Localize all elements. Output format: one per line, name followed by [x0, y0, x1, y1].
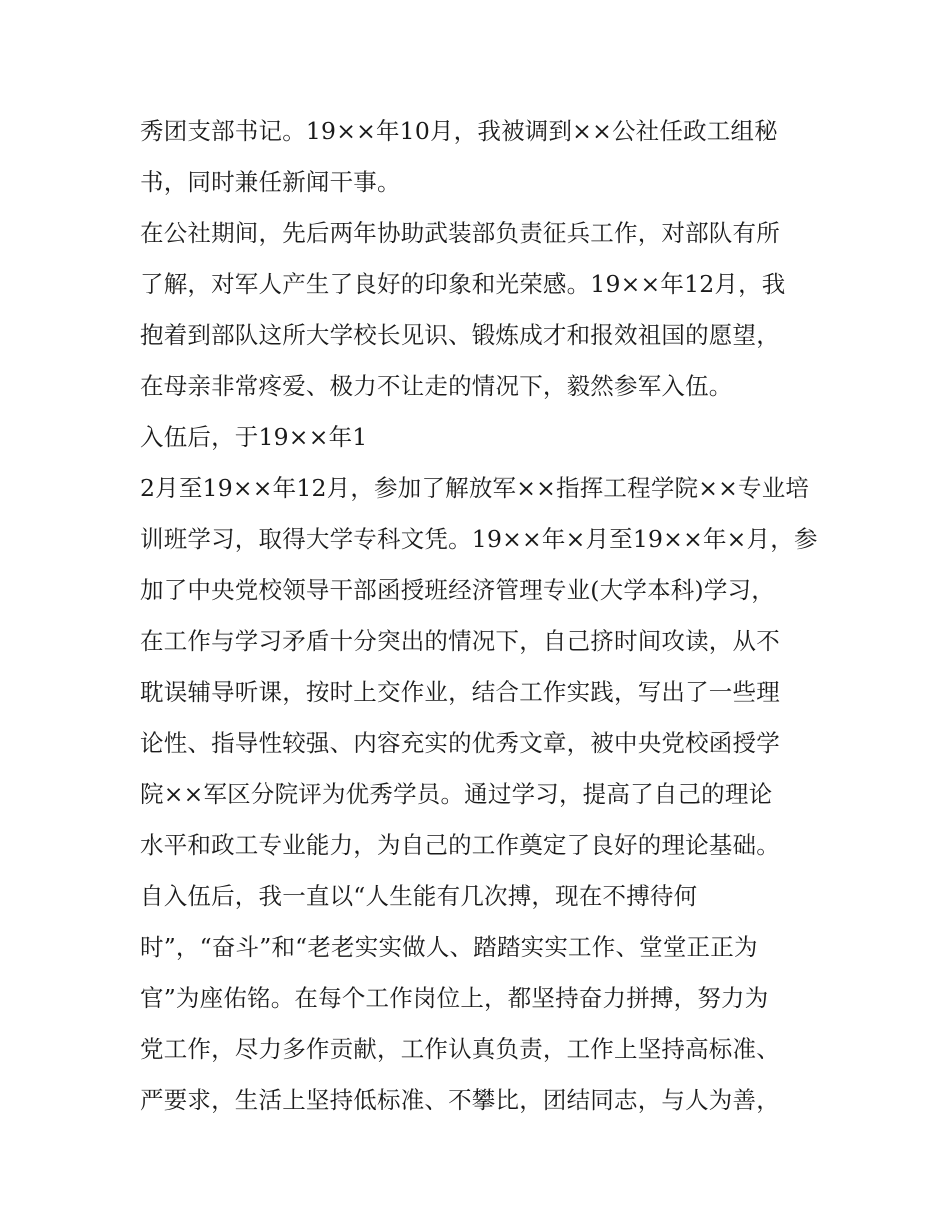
text-line: 训班学习，取得大学专科文凭。19××年×月至19××年×月，参 [140, 525, 818, 553]
text-line: 耽误辅导听课，按时上交作业，结合工作实践，写出了一些理 [140, 678, 780, 706]
document-body [140, 106, 830, 1126]
text-line: 党工作，尽力多作贡献，工作认真负责，工作上坚持高标准、 [140, 1035, 780, 1063]
text-line: 秀团支部书记。19××年10月，我被调到××公社任政工组秘 [140, 117, 778, 145]
text-line: 院××军区分院评为优秀学员。通过学习，提高了自己的理论 [140, 780, 773, 808]
text-line: 在工作与学习矛盾十分突出的情况下，自己挤时间攻读，从不 [140, 627, 780, 655]
text-line: 时”，“奋斗”和“老老实实做人、踏踏实实工作、堂堂正正为 [140, 933, 758, 961]
text-line: 在公社期间，先后两年协助武装部负责征兵工作，对部队有所 [140, 219, 780, 247]
text-line: 抱着到部队这所大学校长见识、锻炼成才和报效祖国的愿望， [140, 321, 780, 349]
text-line: 论性、指导性较强、内容充实的优秀文章，被中央党校函授学 [140, 729, 780, 757]
text-line: 入伍后，于19××年1 [140, 423, 368, 451]
text-line: 在母亲非常疼爱、极力不让走的情况下，毅然参军入伍。 [140, 372, 733, 400]
text-line: 2月至19××年12月，参加了解放军××指挥工程学院××专业培 [140, 474, 810, 502]
text-line: 加了中央党校领导干部函授班经济管理专业(大学本科)学习， [140, 576, 775, 604]
text-line: 严要求，生活上坚持低标准、不攀比，团结同志，与人为善， [140, 1086, 780, 1114]
text-line: 自入伍后，我一直以“人生能有几次搏，现在不搏待何 [140, 882, 698, 910]
text-line: 了解，对军人产生了良好的印象和光荣感。19××年12月，我 [140, 270, 786, 298]
text-line: 水平和政工专业能力，为自己的工作奠定了良好的理论基础。 [140, 831, 780, 859]
text-line: 官”为座佑铭。在每个工作岗位上，都坚持奋力拼搏，努力为 [140, 984, 769, 1012]
text-line: 书，同时兼任新闻干事。 [140, 168, 401, 196]
